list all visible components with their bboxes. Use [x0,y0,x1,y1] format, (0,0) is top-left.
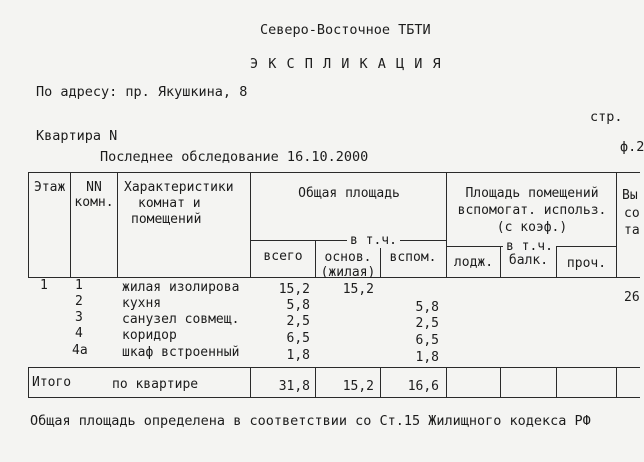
address: По адресу: пр. Якушкина, 8 [36,84,248,100]
cell-nn: 3 [75,310,83,325]
col-incl-2: в т.ч. [503,239,556,254]
document-title: Э К С П Л И К А Ц И Я [250,56,442,72]
cell-main: 15,2 [342,282,374,297]
col-aux-area-2: вспомогат. использ. [457,203,607,218]
col-aux-area-1: Площадь помещений [465,186,599,201]
cell-total: 5,8 [286,298,310,313]
survey-date: Последнее обследование 16.10.2000 [100,149,369,165]
cell-total: 15,2 [278,282,310,297]
cell-aux: 2,5 [415,316,439,331]
totals-scope: по квартире [112,377,199,392]
cell-name: жилая изолирова [122,280,240,295]
col-extra-1: Вы [622,188,638,203]
col-total-area: Общая площадь [298,186,400,201]
cell-aux: 6,5 [415,333,439,348]
sheet-label: ф.2 [620,139,644,155]
cell-nn: 4 [75,326,83,341]
cell-aux: 1,8 [415,350,439,365]
cell-extra: 26 [624,290,640,305]
col-main-sub: (жилая) [320,265,376,280]
page-label: стр. [590,109,623,125]
totals-total: 31,8 [278,379,310,394]
cell-aux: 5,8 [415,300,439,315]
cell-nn: 2 [75,294,83,309]
cell-nn: 1 [75,278,83,293]
col-loggia: лодж. [453,255,494,270]
col-all: всего [263,249,303,264]
totals-label: Итого [32,375,72,390]
col-char-1: Характеристики [124,180,234,195]
cell-total: 1,8 [286,348,310,363]
cell-total: 2,5 [286,314,310,329]
col-other: проч. [566,256,607,271]
col-char-2: комнат и [138,196,201,211]
cell-name: кухня [122,296,162,311]
col-nn: NN [86,180,102,195]
cell-name: шкаф встроенный [122,345,240,360]
col-extra-2: со [624,206,640,221]
col-balcony: балк. [508,253,549,268]
cell-total: 6,5 [286,331,310,346]
cell-name: санузел совмещ. [122,312,240,327]
col-char-3: помещений [131,212,202,227]
org-name: Северо-Восточное ТБТИ [260,22,431,38]
col-main: основ. [324,250,372,265]
totals-aux: 16,6 [407,379,439,394]
cell-name: коридор [122,328,177,343]
col-extra-3: та [624,223,640,238]
totals-main: 15,2 [342,379,374,394]
col-floor: Этаж [34,180,66,195]
col-nn-sub: комн. [74,195,114,210]
col-aux-area-3: (с коэф.) [496,220,568,235]
col-incl: в т.ч. [347,233,400,248]
apartment-label: Квартира N [36,128,118,144]
footer-note: Общая площадь определена в соответствии со Ст.15 Жилищного кодекса РФ [30,413,591,429]
cell-floor: 1 [40,278,48,293]
cell-nn: 4а [72,343,88,358]
col-aux: вспом. [389,250,437,265]
